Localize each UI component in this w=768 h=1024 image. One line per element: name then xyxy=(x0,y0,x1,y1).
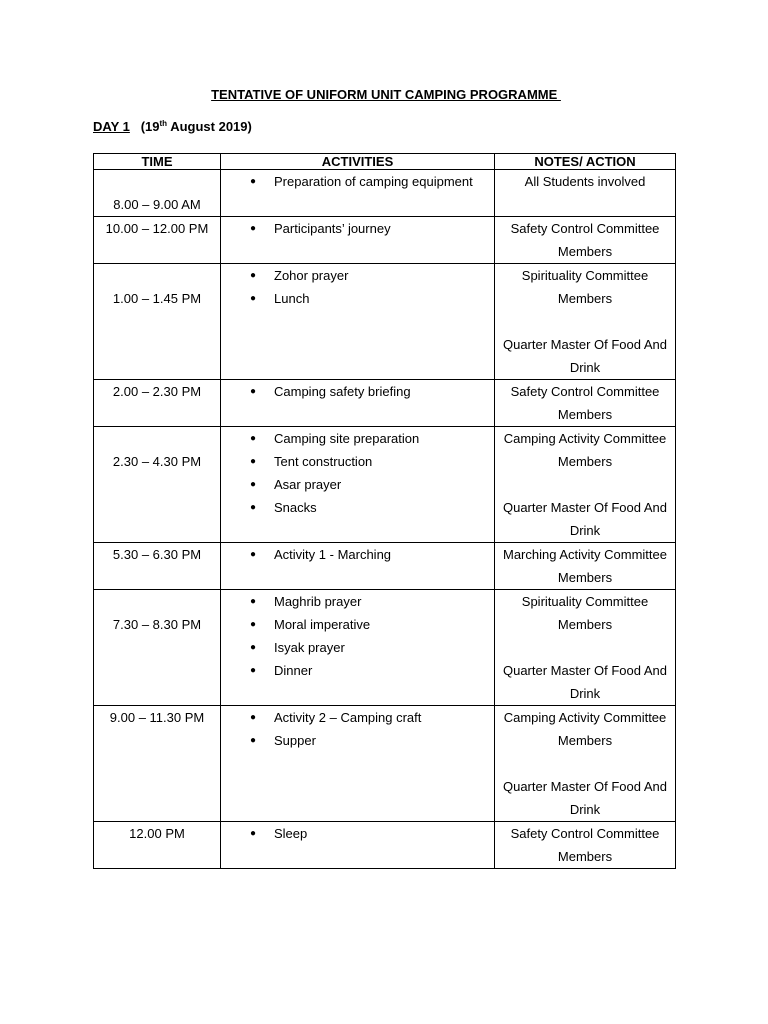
activity-text: Zohor prayer xyxy=(274,268,349,283)
date-ordinal-suffix: th xyxy=(159,119,168,128)
bullet-icon: ● xyxy=(250,456,257,467)
bullet-icon: ● xyxy=(250,642,257,653)
activities-cell xyxy=(221,706,495,822)
time-text: 9.00 – 11.30 PM xyxy=(109,710,205,725)
notes-cell xyxy=(495,706,676,822)
table-row xyxy=(94,427,676,543)
activity-item xyxy=(221,170,494,193)
time-cell xyxy=(94,590,221,706)
note-text: Marching Activity Committee Members xyxy=(503,547,667,585)
time-text: 1.00 – 1.45 PM xyxy=(112,291,202,306)
table-header-row xyxy=(94,154,676,170)
bullet-icon: ● xyxy=(250,596,257,607)
activity-list xyxy=(221,543,494,566)
activity-list xyxy=(221,590,494,682)
notes-cell xyxy=(495,590,676,706)
activity-text: Maghrib prayer xyxy=(274,594,362,609)
note-text: Safety Control Committee Members xyxy=(510,384,660,422)
note-text: Spirituality Committee Members xyxy=(521,268,649,306)
notes-cell xyxy=(495,217,676,264)
schedule-body xyxy=(94,170,676,869)
table-row xyxy=(94,822,676,869)
activity-item xyxy=(221,217,494,240)
activity-text: Activity 2 – Camping craft xyxy=(274,710,422,725)
note-text: Safety Control Committee Members xyxy=(510,826,660,864)
document-title: TENTATIVE OF UNIFORM UNIT CAMPING PROGRAMME xyxy=(211,87,561,102)
time-text: 12.00 PM xyxy=(129,826,185,841)
activity-item xyxy=(221,380,494,403)
time-cell xyxy=(94,264,221,380)
table-row xyxy=(94,590,676,706)
activity-item xyxy=(221,636,494,659)
activity-text: Lunch xyxy=(274,291,310,306)
activity-item xyxy=(221,543,494,566)
activity-text: Participants’ journey xyxy=(274,221,391,236)
activities-cell xyxy=(221,427,495,543)
activity-item xyxy=(221,706,494,729)
table-row xyxy=(94,264,676,380)
note-text: All Students involved xyxy=(524,174,646,189)
activity-list xyxy=(221,822,494,845)
date-prefix: (19 xyxy=(140,119,160,134)
activities-cell xyxy=(221,822,495,869)
notes-spacer xyxy=(495,310,675,333)
activities-cell xyxy=(221,380,495,427)
schedule-table xyxy=(93,153,676,869)
bullet-icon: ● xyxy=(250,386,257,397)
bullet-icon: ● xyxy=(250,223,257,234)
note-text: Spirituality Committee Members xyxy=(521,594,649,632)
note-text: Quarter Master Of Food And Drink xyxy=(502,779,668,817)
activities-column-header: ACTIVITIES xyxy=(221,154,495,170)
notes-cell xyxy=(495,822,676,869)
table-row xyxy=(94,170,676,217)
time-text: 7.30 – 8.30 PM xyxy=(112,617,202,632)
activity-text: Moral imperative xyxy=(274,617,371,632)
notes-cell xyxy=(495,380,676,427)
notes-spacer xyxy=(495,473,675,496)
notes-cell xyxy=(495,543,676,590)
bullet-icon: ● xyxy=(250,665,257,676)
bullet-icon: ● xyxy=(250,828,257,839)
note-text: Quarter Master Of Food And Drink xyxy=(502,337,668,375)
activity-item xyxy=(221,427,494,450)
time-cell xyxy=(94,543,221,590)
activity-list xyxy=(221,380,494,403)
activity-text: Asar prayer xyxy=(274,477,342,492)
time-text: 2.30 – 4.30 PM xyxy=(112,454,202,469)
table-row xyxy=(94,543,676,590)
activity-item xyxy=(221,729,494,752)
notes-column-header: NOTES/ ACTION xyxy=(495,154,676,170)
activities-cell xyxy=(221,264,495,380)
bullet-icon: ● xyxy=(250,735,257,746)
time-text: 5.30 – 6.30 PM xyxy=(112,547,202,562)
activity-list xyxy=(221,427,494,519)
activity-item xyxy=(221,822,494,845)
activity-text: Isyak prayer xyxy=(274,640,345,655)
time-cell xyxy=(94,427,221,543)
activity-item xyxy=(221,264,494,287)
notes-spacer xyxy=(495,636,675,659)
time-column-header: TIME xyxy=(94,154,221,170)
time-text: 8.00 – 9.00 AM xyxy=(113,197,201,212)
bullet-icon: ● xyxy=(250,479,257,490)
notes-cell xyxy=(495,170,676,217)
activity-item xyxy=(221,287,494,310)
table-row xyxy=(94,706,676,822)
time-cell xyxy=(94,170,221,217)
activity-text: Snacks xyxy=(274,500,317,515)
notes-spacer xyxy=(495,752,675,775)
activities-cell xyxy=(221,170,495,217)
activity-text: Tent construction xyxy=(274,454,373,469)
bullet-icon: ● xyxy=(250,433,257,444)
bullet-icon: ● xyxy=(250,293,257,304)
activity-item xyxy=(221,473,494,496)
bullet-icon: ● xyxy=(250,176,257,187)
note-text: Quarter Master Of Food And Drink xyxy=(502,500,668,538)
time-cell xyxy=(94,822,221,869)
bullet-icon: ● xyxy=(250,502,257,513)
date-suffix: August 2019) xyxy=(167,119,252,134)
day-label: DAY 1 xyxy=(93,119,130,134)
activity-text: Camping site preparation xyxy=(274,431,420,446)
activity-text: Activity 1 - Marching xyxy=(274,547,392,562)
activity-list xyxy=(221,706,494,752)
bullet-icon: ● xyxy=(250,619,257,630)
activities-cell xyxy=(221,217,495,264)
time-cell xyxy=(94,217,221,264)
time-text: 2.00 – 2.30 PM xyxy=(112,384,202,399)
bullet-icon: ● xyxy=(250,549,257,560)
table-row xyxy=(94,380,676,427)
day-date xyxy=(141,119,252,134)
activity-item xyxy=(221,659,494,682)
table-row xyxy=(94,217,676,264)
time-cell xyxy=(94,380,221,427)
time-text: 10.00 – 12.00 PM xyxy=(105,221,209,236)
activity-text: Dinner xyxy=(274,663,313,678)
activity-text: Camping safety briefing xyxy=(274,384,411,399)
activity-list xyxy=(221,170,494,193)
note-text: Camping Activity Committee Members xyxy=(503,710,667,748)
activity-list xyxy=(221,264,494,310)
note-text: Camping Activity Committee Members xyxy=(503,431,667,469)
day-heading xyxy=(93,119,252,134)
bullet-icon: ● xyxy=(250,712,257,723)
bullet-icon: ● xyxy=(250,270,257,281)
activity-item xyxy=(221,496,494,519)
activity-item xyxy=(221,613,494,636)
note-text: Quarter Master Of Food And Drink xyxy=(502,663,668,701)
activity-item xyxy=(221,590,494,613)
activity-item xyxy=(221,450,494,473)
activities-cell xyxy=(221,590,495,706)
note-text: Safety Control Committee Members xyxy=(510,221,660,259)
notes-cell xyxy=(495,427,676,543)
notes-cell xyxy=(495,264,676,380)
time-cell xyxy=(94,706,221,822)
activity-text: Preparation of camping equipment xyxy=(274,174,473,189)
activity-text: Sleep xyxy=(274,826,308,841)
activity-list xyxy=(221,217,494,240)
activity-text: Supper xyxy=(274,733,316,748)
activities-cell xyxy=(221,543,495,590)
